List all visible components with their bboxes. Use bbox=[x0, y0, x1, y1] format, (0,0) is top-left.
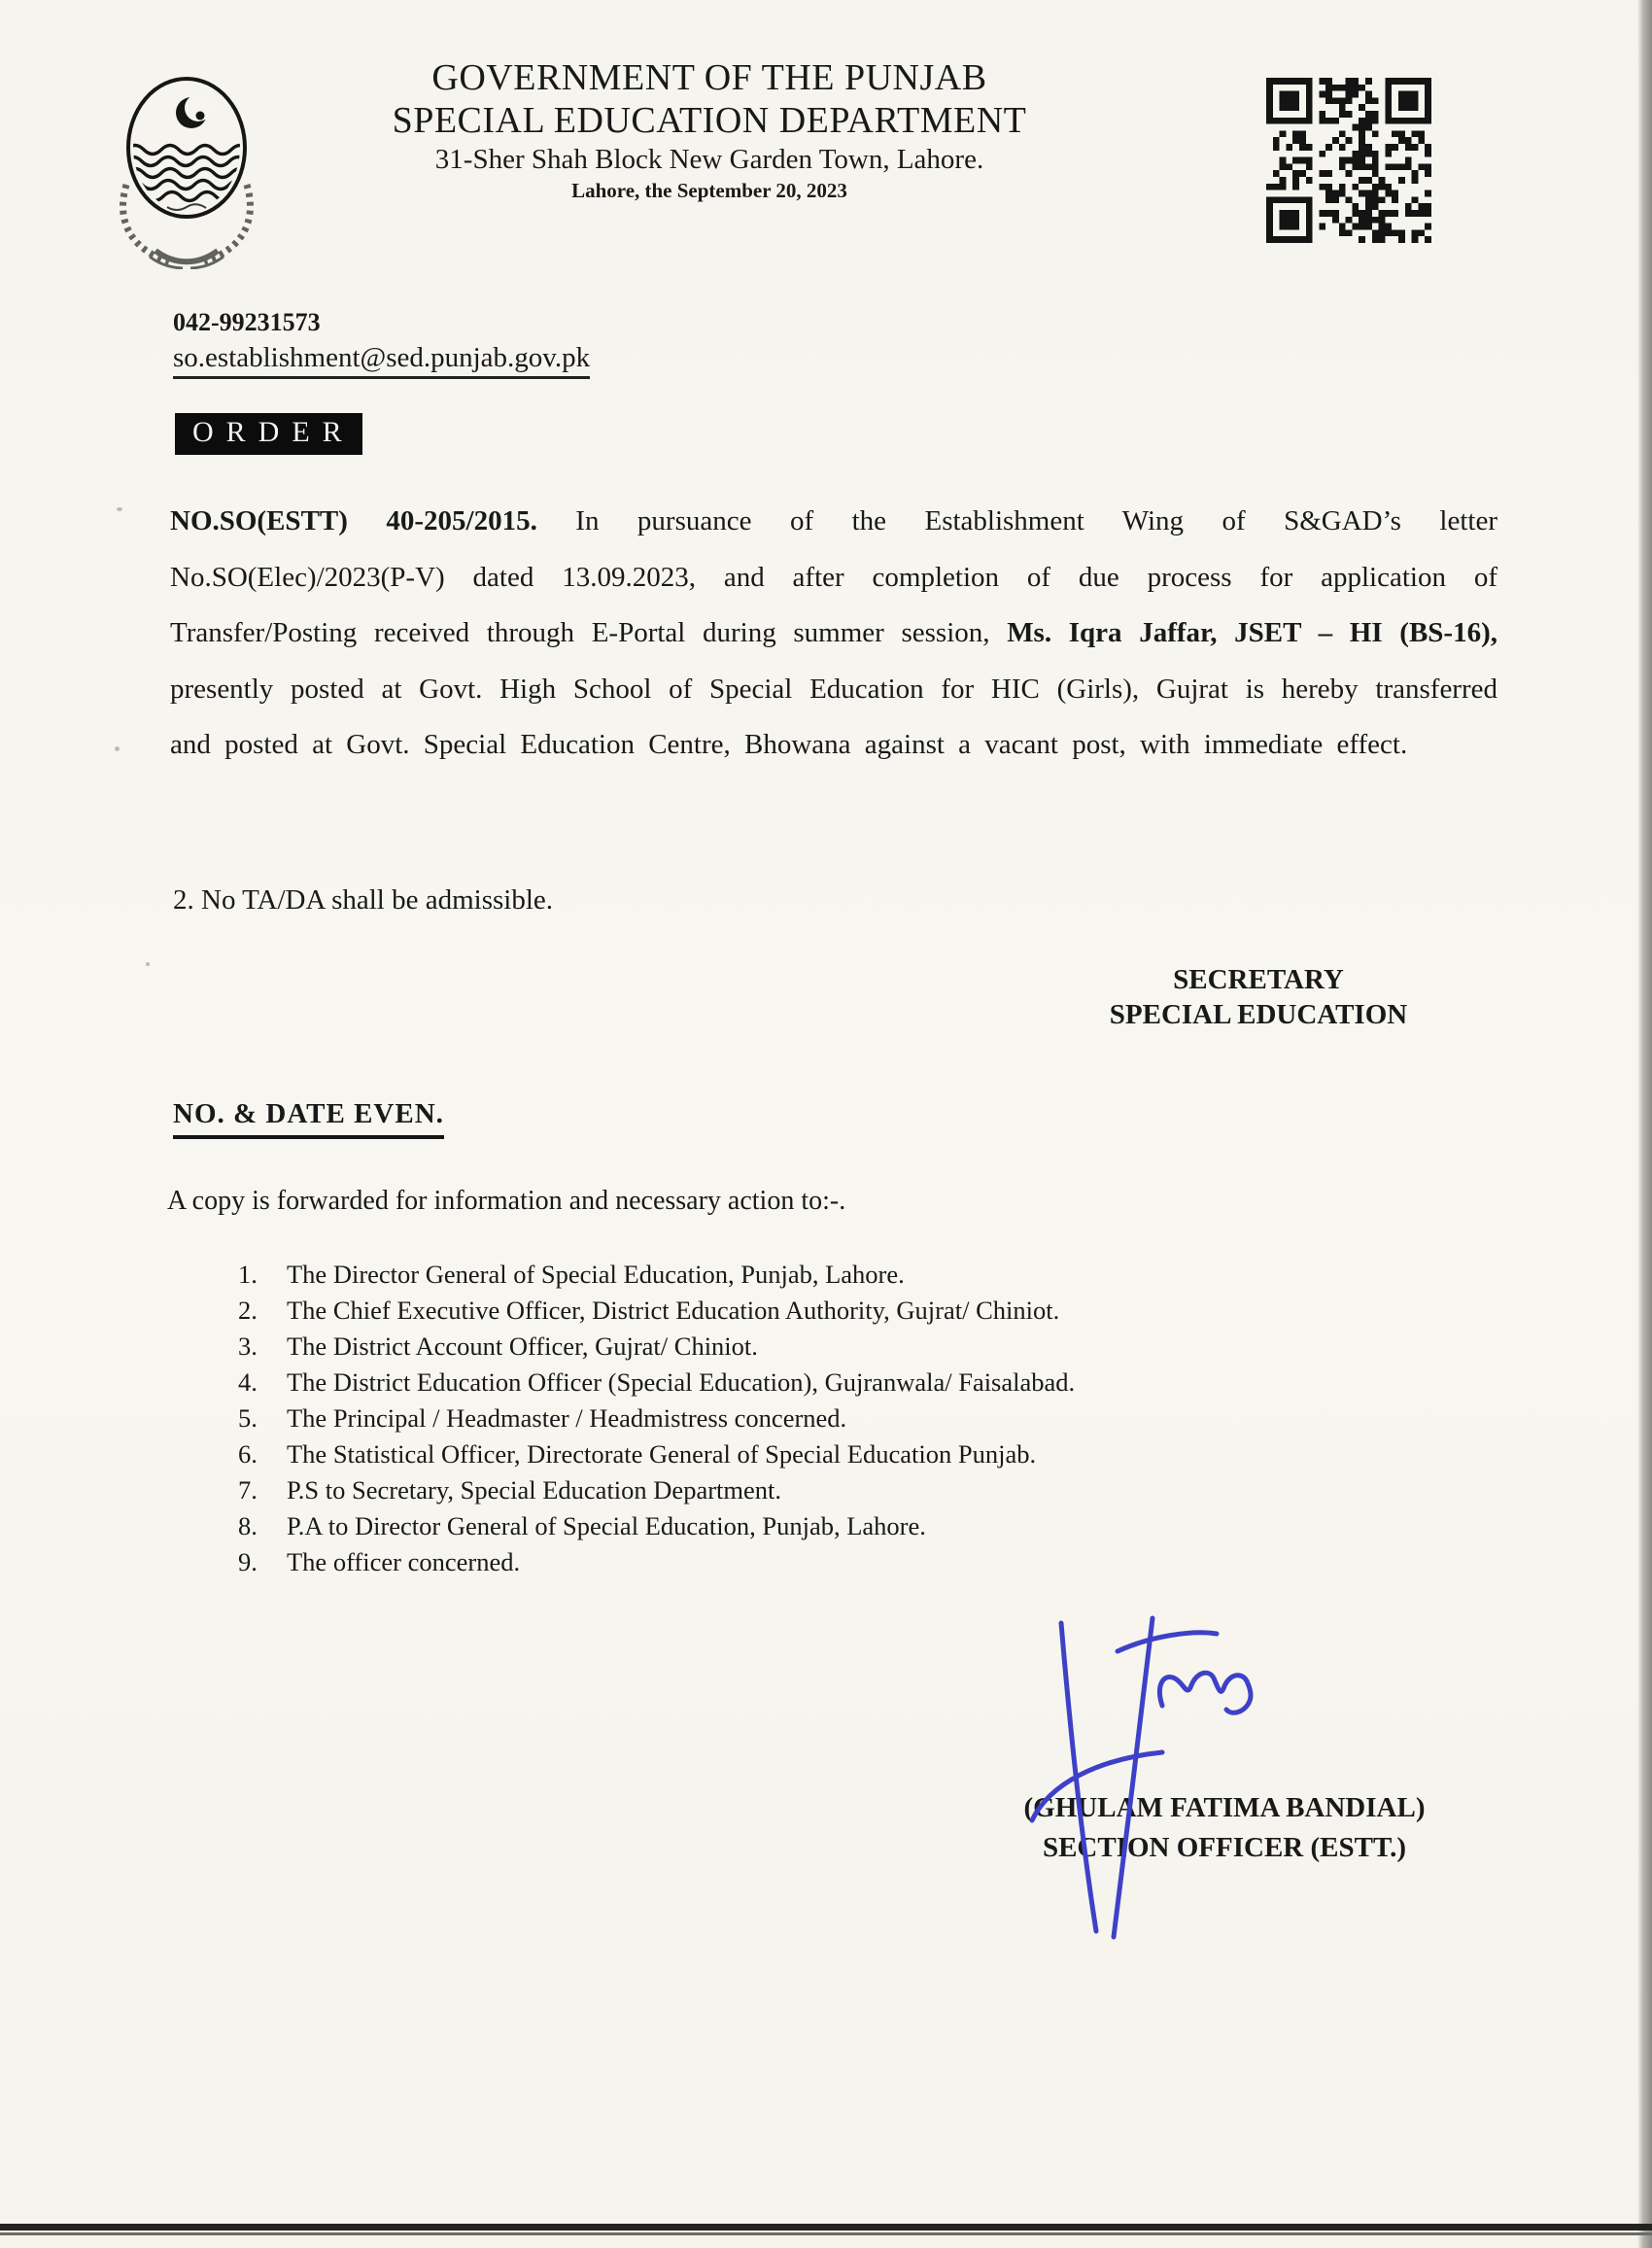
signatory-designation bbox=[1050, 962, 1467, 1032]
endorsement-heading: NO. & DATE EVEN. bbox=[173, 1098, 444, 1139]
list-item-number: 5. bbox=[238, 1403, 258, 1433]
list-item bbox=[238, 1366, 1385, 1401]
list-item-text: The District Account Officer, Gujrat/ Chiniot. bbox=[287, 1332, 758, 1361]
tada-clause: 2. No TA/DA shall be admissible. bbox=[173, 884, 554, 916]
list-item-number: 2. bbox=[238, 1296, 258, 1325]
list-item-text: The Director General of Special Education, Punjab, Lahore. bbox=[287, 1260, 905, 1289]
order-paragraph bbox=[170, 494, 1497, 774]
secretary-line: SECRETARY bbox=[1173, 964, 1344, 995]
list-item bbox=[238, 1545, 1385, 1581]
scan-speckle bbox=[115, 746, 120, 751]
letter-dateline: Lahore, the September 20, 2023 bbox=[571, 179, 847, 202]
letterhead bbox=[272, 56, 1147, 204]
list-item bbox=[238, 1437, 1385, 1473]
transferee-name: Ms. Iqra Jaffar, JSET – HI (BS-16), bbox=[1007, 617, 1497, 648]
list-item-number: 9. bbox=[238, 1547, 258, 1576]
order-reference-number: NO.SO(ESTT) 40-205/2015. bbox=[170, 505, 537, 536]
contact-block bbox=[173, 307, 590, 379]
list-item-number: 1. bbox=[238, 1260, 258, 1289]
list-item bbox=[238, 1330, 1385, 1366]
punjab-government-crest-icon bbox=[99, 70, 274, 269]
email-address: so.establishment@sed.punjab.gov.pk bbox=[173, 340, 590, 379]
list-item-number: 8. bbox=[238, 1511, 258, 1540]
list-item-text: The Chief Executive Officer, District Education Authority, Gujrat/ Chiniot. bbox=[287, 1296, 1060, 1325]
officer-name: (GHULAM FATIMA BANDIAL) bbox=[1023, 1792, 1426, 1823]
list-item bbox=[238, 1258, 1385, 1294]
forwarding-line: A copy is forwarded for information and necessary action to:-. bbox=[167, 1186, 846, 1216]
department-address: 31-Sher Shah Block New Garden Town, Lahore. bbox=[434, 144, 984, 175]
handwritten-signature-icon bbox=[972, 1589, 1283, 1958]
list-item-number: 7. bbox=[238, 1475, 258, 1504]
government-title: GOVERNMENT OF THE PUNJAB bbox=[431, 57, 987, 98]
order-body-text-2: presently posted at Govt. High School of Special Education for HIC (Girls), Gujrat is hereby transferred and posted at Govt. Special Education Centre, Bhowana against a vacant post, with immediate effect. bbox=[170, 673, 1497, 760]
officer-title: SECTION OFFICER (ESTT.) bbox=[1042, 1832, 1407, 1863]
secretary-dept-line: SPECIAL EDUCATION bbox=[1109, 999, 1408, 1030]
phone-number: 042-99231573 bbox=[173, 308, 321, 336]
list-item-text: The officer concerned. bbox=[287, 1547, 521, 1576]
list-item bbox=[238, 1294, 1385, 1330]
list-item bbox=[238, 1401, 1385, 1437]
order-heading: ORDER bbox=[175, 413, 362, 455]
scan-speckle bbox=[146, 962, 150, 966]
list-item-text: The District Education Officer (Special Education), Gujranwala/ Faisalabad. bbox=[287, 1367, 1076, 1397]
list-item-number: 6. bbox=[238, 1439, 258, 1469]
scan-edge-right bbox=[1637, 0, 1652, 2248]
scan-edge-bottom bbox=[0, 2224, 1652, 2231]
department-title: SPECIAL EDUCATION DEPARTMENT bbox=[392, 100, 1027, 141]
list-item bbox=[238, 1509, 1385, 1545]
list-item-number: 4. bbox=[238, 1367, 258, 1397]
order-body-text-1: In pursuance of the Establishment Wing of S&GAD’s letter No.SO(Elec)/2023(P-V) dated 13.09.2023, and after completion of due process for application of Transfer/Posting received through E-Portal during summer session, bbox=[170, 505, 1497, 648]
qr-code-icon bbox=[1266, 78, 1431, 243]
scan-speckle bbox=[117, 507, 122, 511]
scan-edge-bottom-shadow bbox=[0, 2232, 1652, 2235]
list-item-text: The Statistical Officer, Directorate General of Special Education Punjab. bbox=[287, 1439, 1037, 1469]
recipient-list bbox=[238, 1258, 1385, 1581]
list-item-text: P.A to Director General of Special Education, Punjab, Lahore. bbox=[287, 1511, 926, 1540]
list-item-number: 3. bbox=[238, 1332, 258, 1361]
list-item bbox=[238, 1473, 1385, 1509]
list-item-text: P.S to Secretary, Special Education Department. bbox=[287, 1475, 781, 1504]
list-item-text: The Principal / Headmaster / Headmistress concerned. bbox=[287, 1403, 847, 1433]
